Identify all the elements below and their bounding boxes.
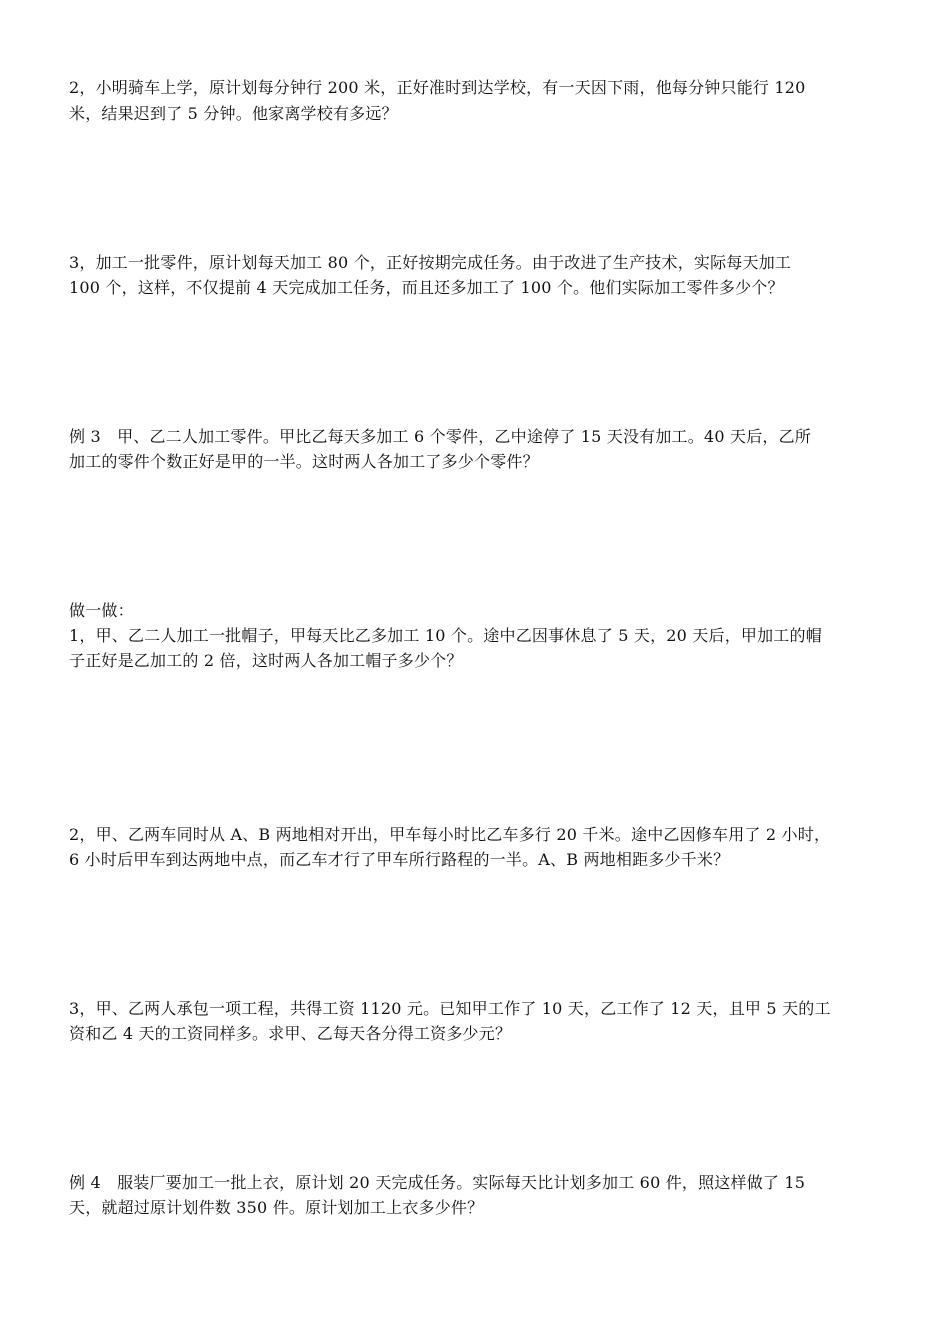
problem-text-line: 2，甲、乙两车同时从 A、B 两地相对开出，甲车每小时比乙车多行 20 千米。途中乙因修车用了 2 小时， — [69, 825, 831, 844]
problem-text-line: 6 小时后甲车到达两地中点，而乙车才行了甲车所行路程的一半。A、B 两地相距多少千米？ — [69, 850, 730, 869]
problem-text-line: 米，结果迟到了 5 分钟。他家离学校有多远？ — [69, 104, 398, 123]
problem-text-line: 天，就超过原计划件数 350 件。原计划加工上衣多少件？ — [69, 1198, 484, 1217]
problem-text-line: 子正好是乙加工的 2 倍，这时两人各加工帽子多少个？ — [69, 651, 463, 670]
problem-text-line: 加工的零件个数正好是甲的一半。这时两人各加工了多少个零件？ — [69, 452, 539, 471]
problem-text-line: 2，小明骑车上学，原计划每分钟行 200 米，正好准时到达学校，有一天因下雨，他每分钟只能行 120 — [69, 78, 806, 97]
problem-text-line: 3，加工一批零件，原计划每天加工 80 个，正好按期完成任务。由于改进了生产技术，实际每天加工 — [69, 253, 792, 272]
section-heading: 做一做： — [69, 601, 134, 620]
problem-text-line: 例 3 甲、乙二人加工零件。甲比乙每天多加工 6 个零件，乙中途停了 15 天没有加工。40 天后，乙所 — [69, 427, 811, 446]
problem-text-line: 3，甲、乙两人承包一项工程，共得工资 1120 元。已知甲工作了 10 天，乙工作了 12 天，且甲 5 天的工 — [69, 999, 831, 1018]
problem-text-line: 例 4 服装厂要加工一批上衣，原计划 20 天完成任务。实际每天比计划多加工 60 件，照这样做了 15 — [69, 1173, 806, 1192]
problem-text-line: 1，甲、乙二人加工一批帽子，甲每天比乙多加工 10 个。途中乙因事休息了 5 天，20 天后，甲加工的帽 — [69, 626, 822, 645]
problem-text-line: 资和乙 4 天的工资同样多。求甲、乙每天各分得工资多少元？ — [69, 1024, 512, 1043]
problem-text-line: 100 个，这样，不仅提前 4 天完成加工任务，而且还多加工了 100 个。他们实际加工零件多少个？ — [69, 278, 784, 297]
